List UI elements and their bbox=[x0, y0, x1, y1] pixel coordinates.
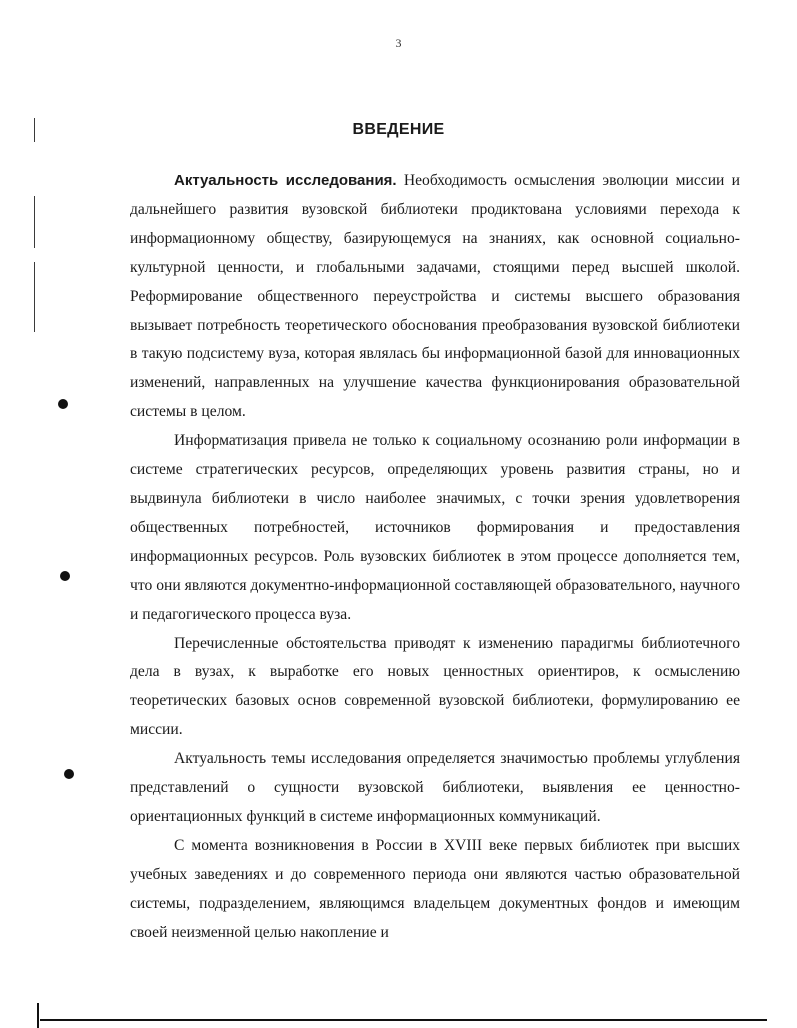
paragraph: Информатизация привела не только к социальному осознанию роли информации в системе стратегических ресурсов, определяющих уровень развития страны, но и выдвинула библиотеки в число наиболее значимых, с точки зрения удовлетворения общественных потребностей, источников формирования и предоставления информационных ресурсов. Роль вузовских библиотек в этом процессе дополняется тем, что они являются документно-информационной составляющей образовательного, научного и педагогического процесса вуза. bbox=[130, 432, 740, 623]
binder-line bbox=[34, 196, 35, 248]
punch-hole bbox=[58, 399, 68, 409]
binder-line bbox=[34, 262, 35, 332]
punch-hole bbox=[64, 769, 74, 779]
paragraph: С момента возникновения в России в XVIII веке первых библиотек при высших учебных заведениях и до современного периода они являются частью образовательной системы, подразделением, являющимся владельцем документных фондов и имеющим своей неизменной целью накопление и bbox=[130, 836, 740, 941]
punch-hole bbox=[60, 571, 70, 581]
body-text bbox=[130, 167, 740, 947]
scan-bottom-edge bbox=[40, 1019, 767, 1021]
paragraph bbox=[130, 167, 740, 427]
paragraph: Актуальность темы исследования определяется значимостью проблемы углубления представлений о сущности вузовской библиотеки, выявления ее ценностно-ориентационных функций в системе информационных коммуникаций. bbox=[130, 750, 740, 825]
scan-left-edge bbox=[37, 1003, 39, 1028]
paragraph: Перечисленные обстоятельства приводят к изменению парадигмы библиотечного дела в вузах, к выработке его новых ценностных ориентиров, к осмыслению теоретических базовых основ современной вузовской библиотеки, формулированию ее миссии. bbox=[130, 634, 740, 739]
section-heading: ВВЕДЕНИЕ bbox=[352, 121, 445, 138]
paragraph-lead: Актуальность исследования. bbox=[174, 172, 397, 189]
paragraph-text: Необходимость осмысления эволюции миссии и дальнейшего развития вузовской библиотеки продиктована условиями перехода к информационному обществу, базирующемуся на знаниях, как основной социально-культурной ценности, и глобальными задачами, стоящими перед высшей школой. Реформирование общественного переустройства и системы высшего образования вызывает потребность теоретического обоснования преобразования вузовской библиотеки в такую подсистему вуза, которая являлась бы информационной базой для инновационных изменений, направленных на улучшение качества функционирования образовательной системы в целом. bbox=[130, 172, 740, 421]
page-number: 3 bbox=[395, 36, 402, 50]
